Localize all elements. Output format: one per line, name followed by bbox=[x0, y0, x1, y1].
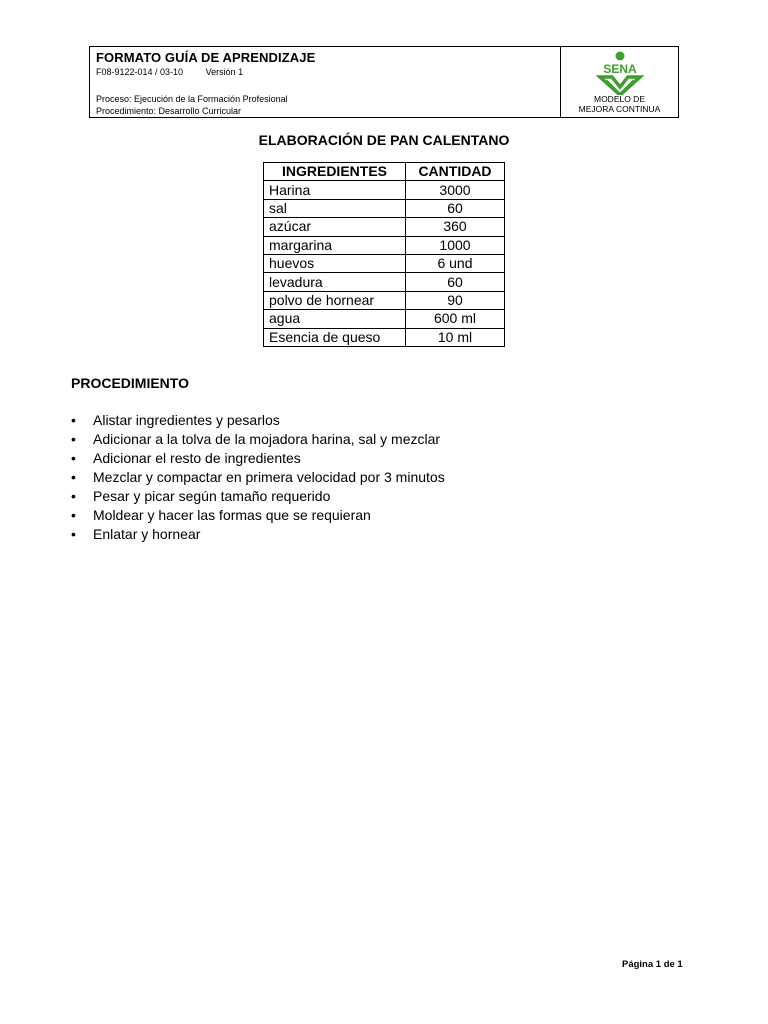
quantity-cell: 6 und bbox=[406, 254, 505, 272]
table-row bbox=[264, 328, 505, 346]
list-item: • Adicionar a la tolva de la mojadora harina, sal y mezclar bbox=[71, 430, 445, 449]
table-row bbox=[264, 181, 505, 199]
header-logo-cell bbox=[561, 47, 678, 117]
table-row bbox=[264, 273, 505, 291]
logo-caption bbox=[561, 94, 678, 114]
quantity-cell: 60 bbox=[406, 199, 505, 217]
table-row bbox=[264, 310, 505, 328]
list-item: • Pesar y picar según tamaño requerido bbox=[71, 487, 445, 506]
table-row bbox=[264, 291, 505, 309]
header-info bbox=[90, 47, 561, 117]
header-process-block bbox=[96, 93, 288, 117]
list-item: • Enlatar y hornear bbox=[71, 525, 445, 544]
quantity-cell: 60 bbox=[406, 273, 505, 291]
ingredient-cell: azúcar bbox=[264, 218, 406, 236]
quantity-cell: 10 ml bbox=[406, 328, 505, 346]
table-row bbox=[264, 199, 505, 217]
table-row bbox=[264, 236, 505, 254]
ingredient-cell: huevos bbox=[264, 254, 406, 272]
document-title bbox=[0, 132, 768, 148]
quantity-cell: 1000 bbox=[406, 236, 505, 254]
format-version: Versión 1 bbox=[205, 67, 244, 77]
header-ingredients: INGREDIENTES bbox=[264, 163, 406, 181]
header-title: FORMATO GUÍA DE APRENDIZAJE bbox=[96, 50, 316, 65]
logo-text: SENA bbox=[603, 62, 637, 76]
quantity-cell: 90 bbox=[406, 291, 505, 309]
quantity-cell: 600 ml bbox=[406, 310, 505, 328]
header-code-line bbox=[96, 67, 554, 77]
document-header bbox=[89, 46, 679, 118]
list-item: • Mezclar y compactar en primera velocidad por 3 minutos bbox=[71, 468, 445, 487]
table-row bbox=[264, 218, 505, 236]
ingredient-cell: sal bbox=[264, 199, 406, 217]
ingredient-cell: polvo de hornear bbox=[264, 291, 406, 309]
quantity-cell: 3000 bbox=[406, 181, 505, 199]
ingredient-cell: Harina bbox=[264, 181, 406, 199]
page-number: Página 1 de 1 bbox=[622, 959, 683, 970]
ingredient-cell: margarina bbox=[264, 236, 406, 254]
document-title-text: ELABORACIÓN DE PAN CALENTANO bbox=[258, 132, 510, 148]
table-row bbox=[264, 254, 505, 272]
sena-logo-icon bbox=[592, 51, 648, 95]
ingredients-table bbox=[263, 162, 505, 347]
list-item: • Alistar ingredientes y pesarlos bbox=[71, 411, 445, 430]
logo-caption-line-1: MODELO DE bbox=[593, 94, 645, 104]
list-item: • Moldear y hacer las formas que se requieran bbox=[71, 506, 445, 525]
logo-caption-line-2: MEJORA CONTINUA bbox=[578, 104, 661, 114]
table-header-row bbox=[264, 163, 505, 181]
header-quantity: CANTIDAD bbox=[406, 163, 505, 181]
procedure-heading: PROCEDIMIENTO bbox=[71, 375, 189, 391]
process-label: Proceso: Ejecución de la Formación Profesional bbox=[96, 94, 288, 104]
quantity-cell: 360 bbox=[406, 218, 505, 236]
ingredient-cell: agua bbox=[264, 310, 406, 328]
list-item: • Adicionar el resto de ingredientes bbox=[71, 449, 445, 468]
ingredient-cell: Esencia de queso bbox=[264, 328, 406, 346]
ingredient-cell: levadura bbox=[264, 273, 406, 291]
procedure-steps-list bbox=[71, 411, 445, 544]
format-code: F08-9122-014 / 03-10 bbox=[96, 67, 184, 77]
procedure-label: Procedimiento: Desarrollo Curricular bbox=[96, 106, 242, 116]
